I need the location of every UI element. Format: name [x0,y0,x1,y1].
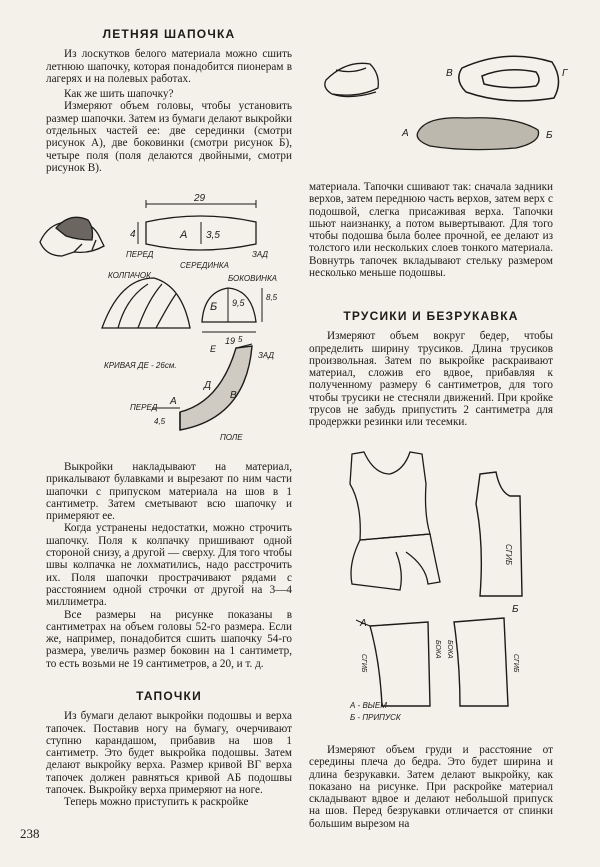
slippers-title: ТАПОЧКИ [136,689,202,703]
dim-19: 19 [225,336,236,346]
kolpachok-pattern [102,278,190,328]
dim-95: 9,5 [232,298,245,308]
slippers-paragraph: Теперь можно приступить к раскройке [64,796,249,809]
letter-a2: А [170,396,177,407]
vest-sketch [350,452,440,590]
shorts-title: ТРУСИКИ И БЕЗРУКАВКА [343,309,519,323]
label-g: Г [562,68,568,79]
label-pered: ПЕРЕД [126,250,154,259]
hat-pattern-figure [30,182,292,444]
letter-d: Д [204,380,212,391]
page-number: 238 [20,826,40,841]
label-boka-front: БОКА [434,640,441,659]
letter-b: Б [210,301,218,313]
shorts-pattern-back [454,618,508,706]
vest-section [309,744,553,830]
label-b: Б [546,130,553,141]
hat-pattern-svg [30,182,292,444]
hat-section [46,28,292,174]
slippers-figure [306,40,578,160]
slipper-sketch [325,63,378,96]
hat-paragraph: Когда устранены недостатки, можно строчить шапочку. Поля к колпачку пришивают одной стороной снизу, а другой — сверху. Для того чтобы швы колпачка не лохматились, надо расстрочить их. Поля шапочки прострачивают рядами с расстоянием одной строчки от другой на 3—4 миллиметра. [46,522,292,609]
slippers-paragraph: материала. Тапочки сшивают так: сначала задники верхов, затем переднюю часть верхов, затем верх с подошвой, слегка присаживая верха. Тапочки шьют наизнанку, а потом вывертывают. Для того чтобы подошва была более прочной, ее делают из толстого или нескольких слоев тонкого материала. Вовнутрь тапочек вкладывают стельку размером несколько меньше подошвы. [309,181,553,280]
slipper-upper-pattern [459,56,559,101]
dim-85: 8,5 [266,293,278,302]
letter-v: В [230,390,237,401]
pole-pattern [152,344,252,430]
label-seredinka: СЕРЕДИНКА [180,261,229,270]
dim-29: 29 [194,193,206,204]
dim-35: 3,5 [206,230,220,241]
vest-paragraph: Измеряют объем груди и расстояние от середины плеча до бедра. Это будет ширина и длина безрукавки. Затем делают выкройку, как показано на рисунке. При раскройке материал складывают вдвое и делают небольшой припуск на шов. Перед безрукавки отличается от спинки большим вырезом на [309,744,553,830]
label-pered2: ПЕРЕД [130,403,158,412]
label-sgib-front: СГИБ [360,654,367,673]
label-b: Б [512,604,519,615]
label-zad2: ЗАД [258,351,274,360]
dim-5: 5 [238,335,243,344]
sole-pattern [417,118,538,150]
label-zad: ЗАД [252,250,268,259]
legend-a: А - ВЫЕМ [350,701,387,710]
dim-4: 4 [130,229,136,240]
label-a: А [402,128,409,139]
vest-pattern [476,472,522,596]
label-a: А [360,618,367,629]
label-sgib-back: СГИБ [512,654,519,673]
legend-b: Б - ПРИПУСК [350,713,401,722]
label-kolpachok: КОЛПАЧОК [108,271,151,280]
hat-sketch [40,217,104,256]
hat-paragraph: Выкройки накладывают на материал, прикалывают булавками и вырезают по ним части шапочки с припуском материала на шов в 1 сантиметр. Затем сметывают всю шапочку и примеряют ее. [46,461,292,523]
label-sgib: СГИБ [504,544,513,566]
slippers-continued [309,181,553,279]
dim-45: 4,5 [154,417,166,426]
label-v: В [446,68,453,79]
hat-section-continued [46,461,292,670]
hat-paragraph: Измеряют объем головы, чтобы установить размер шапочки. Затем из бумаги делают выкройки отдельных частей ее: две серединки (смотри рисунок А), две боковинки (смотри рисунок Б), четыре поля (поля делаются двойными, смотри рисунок В). [46,100,292,174]
letter-a: А [180,229,188,241]
slippers-svg [306,40,578,160]
letter-e: Е [210,344,217,354]
seredinka-pattern [138,200,256,250]
shorts-vest-figure [330,444,570,724]
hat-title: ЛЕТНЯЯ ШАПОЧКА [102,27,236,41]
slippers-section [46,690,292,809]
hat-paragraph: Все размеры на рисунке показаны в сантиметрах на объем головы 52-го размера. Если же, например, понадобится сшить шапочку 54-го размера, увеличь размер боковин на 1 сантиметр, то есть возьми не 19 сантиметров, а 20, и т. д. [46,608,292,670]
shorts-section [309,310,553,429]
label-bokovinka: БОКОВИНКА [228,274,277,283]
slippers-paragraph: Из бумаги делают выкройки подошвы и верха тапочек. Поставив ногу на бумагу, очерчивают ступню карандашом, прибавив на шов 1 сантиметр. Это будет выкройка подошвы. Затем делают выкройку верха. Размер кривой ВГ верха тапочек должен равняться кривой АБ подошвы тапочек. Выкройку верха примеряют на ноге. [46,710,292,797]
hat-paragraph: Из лоскутков белого материала можно сшить летнюю шапочку, которая понадобится пионерам в лагерях и на полевых работах. [46,48,292,85]
label-boka-back: БОКА [446,640,453,659]
shorts-vest-svg [330,444,570,724]
shorts-paragraph: Измеряют объем вокруг бедер, чтобы определить ширину трусиков. Длина трусиков произвольная. Затем по выкройке раскраивают материал, сложив его вдвое, прибавляя к полученному размеру 6 сантиметров, для того чтобы трусики не стесняли движений. При кройке трусов не забудь припустить 2 сантиметра для продержки резинки или тесемки. [309,330,553,429]
hat-paragraph: Как же шить шапочку? [64,88,174,101]
label-pole: ПОЛЕ [220,433,243,442]
label-krivaya: КРИВАЯ ДЕ - 26см. [104,361,177,370]
